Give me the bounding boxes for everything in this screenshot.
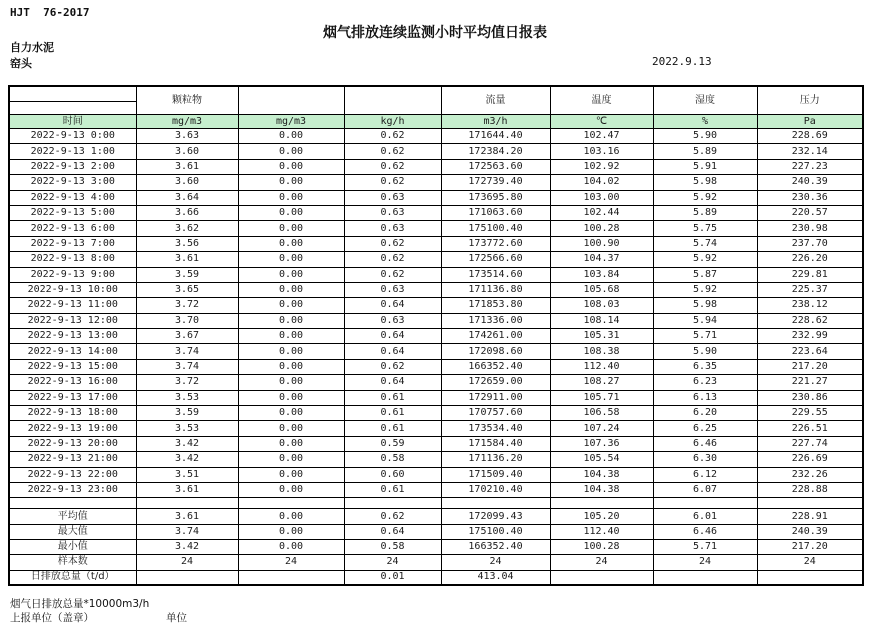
- time-cell: 2022-9-13 6:00: [9, 221, 136, 236]
- value-cell: 24: [441, 555, 550, 570]
- value-cell: 172098.60: [441, 344, 550, 359]
- value-cell: [757, 570, 863, 585]
- time-cell: 2022-9-13 18:00: [9, 406, 136, 421]
- value-cell: 24: [757, 555, 863, 570]
- value-cell: [441, 498, 550, 509]
- value-cell: 108.14: [550, 313, 653, 328]
- value-cell: [757, 498, 863, 509]
- value-cell: 0.60: [344, 467, 441, 482]
- value-cell: 0.00: [238, 190, 344, 205]
- value-cell: 0.62: [344, 175, 441, 190]
- value-cell: 100.28: [550, 221, 653, 236]
- footer-flow-total-note: 烟气日排放总量*10000m3/h: [10, 598, 150, 610]
- value-cell: 226.20: [757, 252, 863, 267]
- value-cell: 6.35: [653, 359, 757, 374]
- hourly-data-row: [9, 467, 863, 482]
- value-cell: 6.20: [653, 406, 757, 421]
- unit-kg-h: kg/h: [344, 115, 441, 129]
- value-cell: 5.91: [653, 159, 757, 174]
- value-cell: 5.89: [653, 205, 757, 220]
- time-column-header: 时间: [9, 115, 136, 129]
- value-cell: 173534.40: [441, 421, 550, 436]
- value-cell: 5.90: [653, 129, 757, 144]
- value-cell: 0.00: [238, 509, 344, 524]
- time-cell: 2022-9-13 3:00: [9, 175, 136, 190]
- value-cell: 171644.40: [441, 129, 550, 144]
- value-cell: 172563.60: [441, 159, 550, 174]
- value-cell: [653, 498, 757, 509]
- value-cell: 226.51: [757, 421, 863, 436]
- value-cell: 0.00: [238, 524, 344, 539]
- value-cell: 240.39: [757, 175, 863, 190]
- value-cell: 6.07: [653, 482, 757, 497]
- value-cell: 237.70: [757, 236, 863, 251]
- value-cell: 0.00: [238, 467, 344, 482]
- value-cell: 5.75: [653, 221, 757, 236]
- hourly-data-row: [9, 252, 863, 267]
- hourly-data-row: [9, 436, 863, 451]
- value-cell: 0.64: [344, 524, 441, 539]
- value-cell: [136, 570, 238, 585]
- value-cell: 0.62: [344, 129, 441, 144]
- value-cell: 238.12: [757, 298, 863, 313]
- group-header-temperature: 温度: [550, 86, 653, 115]
- value-cell: 0.62: [344, 359, 441, 374]
- value-cell: 3.60: [136, 144, 238, 159]
- value-cell: 0.00: [238, 313, 344, 328]
- value-cell: 0.63: [344, 190, 441, 205]
- value-cell: 0.58: [344, 452, 441, 467]
- value-cell: 172566.60: [441, 252, 550, 267]
- blank-subcell-bottom: [10, 102, 136, 114]
- value-cell: 0.64: [344, 298, 441, 313]
- value-cell: 105.31: [550, 329, 653, 344]
- value-cell: 3.61: [136, 482, 238, 497]
- value-cell: 3.42: [136, 452, 238, 467]
- value-cell: 0.00: [238, 390, 344, 405]
- hourly-data-row: [9, 452, 863, 467]
- hourly-data-row: [9, 267, 863, 282]
- value-cell: 3.63: [136, 129, 238, 144]
- value-cell: 0.64: [344, 375, 441, 390]
- summary-label-cell: 样本数: [9, 555, 136, 570]
- value-cell: 112.40: [550, 524, 653, 539]
- value-cell: 3.70: [136, 313, 238, 328]
- value-cell: 105.71: [550, 390, 653, 405]
- report-title: 烟气排放连续监测小时平均值日报表: [323, 25, 547, 41]
- value-cell: 3.42: [136, 539, 238, 554]
- time-cell: 2022-9-13 4:00: [9, 190, 136, 205]
- value-cell: 103.16: [550, 144, 653, 159]
- value-cell: 108.03: [550, 298, 653, 313]
- value-cell: 220.57: [757, 205, 863, 220]
- value-cell: 5.87: [653, 267, 757, 282]
- hourly-data-row: [9, 313, 863, 328]
- value-cell: 5.90: [653, 344, 757, 359]
- unit-header-row: [9, 115, 863, 129]
- unit-mg-m3-2: mg/m3: [238, 115, 344, 129]
- group-header-blank-2: [344, 86, 441, 115]
- value-cell: 3.66: [136, 205, 238, 220]
- time-cell: 2022-9-13 2:00: [9, 159, 136, 174]
- value-cell: 173514.60: [441, 267, 550, 282]
- value-cell: 217.20: [757, 359, 863, 374]
- value-cell: 112.40: [550, 359, 653, 374]
- value-cell: 102.92: [550, 159, 653, 174]
- time-cell: 2022-9-13 22:00: [9, 467, 136, 482]
- value-cell: 171063.60: [441, 205, 550, 220]
- value-cell: 173695.80: [441, 190, 550, 205]
- value-cell: 100.90: [550, 236, 653, 251]
- group-header-pressure: 压力: [757, 86, 863, 115]
- value-cell: 3.61: [136, 159, 238, 174]
- group-header-humidity: 湿度: [653, 86, 757, 115]
- value-cell: 0.00: [238, 482, 344, 497]
- group-header-flow: 流量: [441, 86, 550, 115]
- time-cell: 2022-9-13 17:00: [9, 390, 136, 405]
- value-cell: 108.27: [550, 375, 653, 390]
- hourly-data-row: [9, 221, 863, 236]
- value-cell: [238, 498, 344, 509]
- time-cell: 2022-9-13 11:00: [9, 298, 136, 313]
- value-cell: 3.56: [136, 236, 238, 251]
- time-cell: 2022-9-13 15:00: [9, 359, 136, 374]
- value-cell: 24: [550, 555, 653, 570]
- value-cell: 3.51: [136, 467, 238, 482]
- value-cell: 171336.00: [441, 313, 550, 328]
- hourly-data-row: [9, 175, 863, 190]
- time-header-blank-cell: [9, 86, 136, 115]
- value-cell: 105.20: [550, 509, 653, 524]
- value-cell: 3.61: [136, 509, 238, 524]
- time-cell: 2022-9-13 10:00: [9, 282, 136, 297]
- value-cell: 217.20: [757, 539, 863, 554]
- value-cell: 3.62: [136, 221, 238, 236]
- value-cell: 0.00: [238, 144, 344, 159]
- value-cell: 0.00: [238, 236, 344, 251]
- value-cell: 104.37: [550, 252, 653, 267]
- value-cell: 172911.00: [441, 390, 550, 405]
- hourly-data-row: [9, 482, 863, 497]
- value-cell: 102.47: [550, 129, 653, 144]
- value-cell: 102.44: [550, 205, 653, 220]
- value-cell: 230.98: [757, 221, 863, 236]
- value-cell: 0.00: [238, 452, 344, 467]
- value-cell: 3.61: [136, 252, 238, 267]
- value-cell: 107.24: [550, 421, 653, 436]
- unit-pa: Pa: [757, 115, 863, 129]
- value-cell: 172099.43: [441, 509, 550, 524]
- value-cell: 3.60: [136, 175, 238, 190]
- value-cell: 5.94: [653, 313, 757, 328]
- value-cell: 24: [136, 555, 238, 570]
- summary-row: [9, 509, 863, 524]
- value-cell: [344, 498, 441, 509]
- value-cell: 228.69: [757, 129, 863, 144]
- value-cell: 228.91: [757, 509, 863, 524]
- unit-mg-m3-1: mg/m3: [136, 115, 238, 129]
- unit-celsius: ℃: [550, 115, 653, 129]
- hourly-data-row: [9, 159, 863, 174]
- time-cell: 2022-9-13 23:00: [9, 482, 136, 497]
- unit-percent: %: [653, 115, 757, 129]
- value-cell: 171584.40: [441, 436, 550, 451]
- value-cell: 174261.00: [441, 329, 550, 344]
- value-cell: 0.63: [344, 313, 441, 328]
- time-cell: 2022-9-13 16:00: [9, 375, 136, 390]
- value-cell: 226.69: [757, 452, 863, 467]
- value-cell: 221.27: [757, 375, 863, 390]
- value-cell: 5.92: [653, 252, 757, 267]
- blank-subcell-top: [10, 87, 136, 102]
- hourly-data-row: [9, 298, 863, 313]
- value-cell: 3.74: [136, 359, 238, 374]
- hourly-data-row: [9, 375, 863, 390]
- value-cell: 0.58: [344, 539, 441, 554]
- value-cell: 0.00: [238, 267, 344, 282]
- emission-report-table: [8, 85, 864, 586]
- time-cell: 2022-9-13 21:00: [9, 452, 136, 467]
- value-cell: [238, 570, 344, 585]
- value-cell: 105.68: [550, 282, 653, 297]
- value-cell: 3.65: [136, 282, 238, 297]
- time-cell: 2022-9-13 20:00: [9, 436, 136, 451]
- value-cell: 230.86: [757, 390, 863, 405]
- hourly-data-row: [9, 236, 863, 251]
- time-cell: 2022-9-13 14:00: [9, 344, 136, 359]
- value-cell: 175100.40: [441, 221, 550, 236]
- hourly-data-row: [9, 144, 863, 159]
- summary-label-cell: 最大值: [9, 524, 136, 539]
- value-cell: 172384.20: [441, 144, 550, 159]
- value-cell: 0.00: [238, 539, 344, 554]
- value-cell: 0.61: [344, 482, 441, 497]
- value-cell: 3.72: [136, 375, 238, 390]
- time-cell: [9, 498, 136, 509]
- value-cell: 0.00: [238, 159, 344, 174]
- value-cell: 6.01: [653, 509, 757, 524]
- value-cell: 107.36: [550, 436, 653, 451]
- value-cell: 103.00: [550, 190, 653, 205]
- hourly-data-row: [9, 359, 863, 374]
- value-cell: 6.46: [653, 436, 757, 451]
- summary-row: [9, 570, 863, 585]
- value-cell: 5.92: [653, 190, 757, 205]
- value-cell: 6.23: [653, 375, 757, 390]
- report-date: 2022.9.13: [652, 55, 712, 68]
- value-cell: 3.74: [136, 524, 238, 539]
- value-cell: 0.00: [238, 344, 344, 359]
- summary-row: [9, 555, 863, 570]
- value-cell: 232.26: [757, 467, 863, 482]
- value-cell: 171853.80: [441, 298, 550, 313]
- value-cell: 172739.40: [441, 175, 550, 190]
- time-cell: 2022-9-13 19:00: [9, 421, 136, 436]
- hourly-data-row: [9, 329, 863, 344]
- value-cell: 24: [653, 555, 757, 570]
- value-cell: 6.25: [653, 421, 757, 436]
- doc-standard-code: HJT 76-2017: [10, 6, 90, 19]
- value-cell: 0.64: [344, 329, 441, 344]
- value-cell: [550, 498, 653, 509]
- value-cell: 228.62: [757, 313, 863, 328]
- value-cell: 0.00: [238, 375, 344, 390]
- value-cell: 5.71: [653, 329, 757, 344]
- hourly-data-row: [9, 390, 863, 405]
- value-cell: 104.02: [550, 175, 653, 190]
- time-cell: 2022-9-13 8:00: [9, 252, 136, 267]
- value-cell: 225.37: [757, 282, 863, 297]
- value-cell: 0.00: [238, 175, 344, 190]
- value-cell: 0.62: [344, 267, 441, 282]
- value-cell: 0.62: [344, 159, 441, 174]
- value-cell: 0.61: [344, 390, 441, 405]
- time-cell: 2022-9-13 5:00: [9, 205, 136, 220]
- value-cell: 0.00: [238, 298, 344, 313]
- value-cell: 166352.40: [441, 539, 550, 554]
- value-cell: 6.13: [653, 390, 757, 405]
- hourly-data-row: [9, 344, 863, 359]
- value-cell: 103.84: [550, 267, 653, 282]
- value-cell: 0.00: [238, 359, 344, 374]
- value-cell: 5.92: [653, 282, 757, 297]
- value-cell: 171509.40: [441, 467, 550, 482]
- value-cell: 3.64: [136, 190, 238, 205]
- footer-unit-label: 单位: [166, 612, 187, 624]
- value-cell: 413.04: [441, 570, 550, 585]
- value-cell: 0.62: [344, 144, 441, 159]
- time-cell: 2022-9-13 12:00: [9, 313, 136, 328]
- value-cell: 232.14: [757, 144, 863, 159]
- value-cell: 0.63: [344, 205, 441, 220]
- value-cell: 104.38: [550, 482, 653, 497]
- value-cell: 170757.60: [441, 406, 550, 421]
- summary-row: [9, 539, 863, 554]
- value-cell: [550, 570, 653, 585]
- value-cell: 3.59: [136, 267, 238, 282]
- hourly-data-row: [9, 421, 863, 436]
- value-cell: 100.28: [550, 539, 653, 554]
- value-cell: 104.38: [550, 467, 653, 482]
- value-cell: 0.62: [344, 252, 441, 267]
- value-cell: 0.00: [238, 129, 344, 144]
- hourly-data-row: [9, 406, 863, 421]
- unit-m3-h: m3/h: [441, 115, 550, 129]
- value-cell: [653, 570, 757, 585]
- value-cell: 24: [238, 555, 344, 570]
- time-cell: 2022-9-13 1:00: [9, 144, 136, 159]
- value-cell: 223.64: [757, 344, 863, 359]
- value-cell: 0.63: [344, 282, 441, 297]
- summary-label-cell: 平均值: [9, 509, 136, 524]
- value-cell: 3.72: [136, 298, 238, 313]
- hourly-data-row: [9, 282, 863, 297]
- time-cell: 2022-9-13 0:00: [9, 129, 136, 144]
- value-cell: 227.74: [757, 436, 863, 451]
- time-cell: 2022-9-13 7:00: [9, 236, 136, 251]
- value-cell: 6.30: [653, 452, 757, 467]
- footer-report-unit-note: 上报单位（盖章）: [10, 612, 94, 624]
- value-cell: 227.23: [757, 159, 863, 174]
- summary-label-cell: 最小值: [9, 539, 136, 554]
- value-cell: 24: [344, 555, 441, 570]
- value-cell: 3.53: [136, 390, 238, 405]
- group-header-row: [9, 86, 863, 115]
- value-cell: 0.62: [344, 236, 441, 251]
- value-cell: 5.89: [653, 144, 757, 159]
- value-cell: 170210.40: [441, 482, 550, 497]
- value-cell: 6.12: [653, 467, 757, 482]
- value-cell: 108.38: [550, 344, 653, 359]
- value-cell: 0.00: [238, 205, 344, 220]
- value-cell: 240.39: [757, 524, 863, 539]
- value-cell: 172659.00: [441, 375, 550, 390]
- value-cell: 0.61: [344, 406, 441, 421]
- value-cell: 0.00: [238, 282, 344, 297]
- value-cell: 106.58: [550, 406, 653, 421]
- value-cell: 0.59: [344, 436, 441, 451]
- value-cell: 5.98: [653, 175, 757, 190]
- value-cell: 5.71: [653, 539, 757, 554]
- value-cell: 229.81: [757, 267, 863, 282]
- group-header-particulate: 颗粒物: [136, 86, 238, 115]
- value-cell: 0.63: [344, 221, 441, 236]
- value-cell: 0.00: [238, 221, 344, 236]
- value-cell: 171136.80: [441, 282, 550, 297]
- value-cell: 3.59: [136, 406, 238, 421]
- value-cell: 3.53: [136, 421, 238, 436]
- value-cell: 0.00: [238, 406, 344, 421]
- summary-label-cell: 日排放总量（t/d）: [9, 570, 136, 585]
- value-cell: 3.74: [136, 344, 238, 359]
- value-cell: 0.00: [238, 436, 344, 451]
- value-cell: 0.00: [238, 329, 344, 344]
- monitoring-point: 窑头: [10, 57, 32, 70]
- hourly-data-row: [9, 129, 863, 144]
- time-cell: 2022-9-13 9:00: [9, 267, 136, 282]
- value-cell: 228.88: [757, 482, 863, 497]
- company-name: 自力水泥: [10, 41, 54, 54]
- value-cell: 175100.40: [441, 524, 550, 539]
- value-cell: 0.61: [344, 421, 441, 436]
- value-cell: 105.54: [550, 452, 653, 467]
- group-header-blank-1: [238, 86, 344, 115]
- value-cell: 171136.20: [441, 452, 550, 467]
- value-cell: 229.55: [757, 406, 863, 421]
- spacer-row: [9, 498, 863, 509]
- value-cell: 166352.40: [441, 359, 550, 374]
- hourly-data-row: [9, 205, 863, 220]
- value-cell: 0.62: [344, 509, 441, 524]
- value-cell: 5.74: [653, 236, 757, 251]
- value-cell: [136, 498, 238, 509]
- value-cell: 6.46: [653, 524, 757, 539]
- summary-row: [9, 524, 863, 539]
- value-cell: 0.64: [344, 344, 441, 359]
- value-cell: 5.98: [653, 298, 757, 313]
- value-cell: 0.00: [238, 252, 344, 267]
- value-cell: 173772.60: [441, 236, 550, 251]
- hourly-data-row: [9, 190, 863, 205]
- value-cell: 0.00: [238, 421, 344, 436]
- value-cell: 3.42: [136, 436, 238, 451]
- time-cell: 2022-9-13 13:00: [9, 329, 136, 344]
- value-cell: 230.36: [757, 190, 863, 205]
- value-cell: 232.99: [757, 329, 863, 344]
- value-cell: 3.67: [136, 329, 238, 344]
- value-cell: 0.01: [344, 570, 441, 585]
